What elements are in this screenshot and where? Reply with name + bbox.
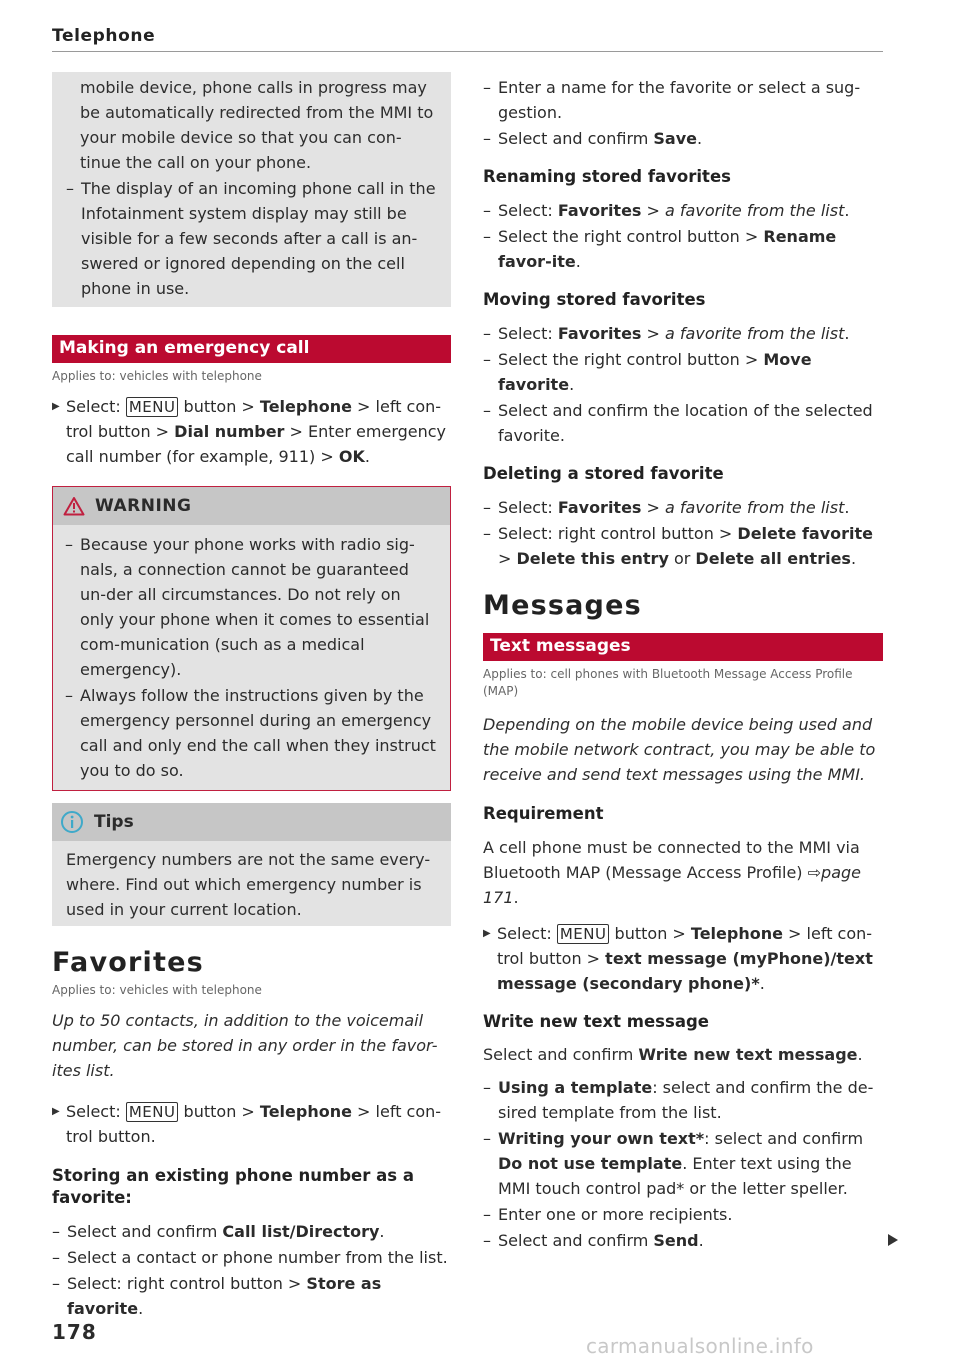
favorites-intro: Up to 50 contacts, in addition to the voicemail number, can be stored in any order in the favor-ites list.: [52, 1011, 438, 1080]
write-message-heading: Write new text message: [483, 1012, 709, 1031]
instruction-step: ▶ Select: MENU button > Telephone > left con-trol button.: [52, 1099, 451, 1149]
emergency-section: [52, 335, 451, 469]
write-step: – Writing your own text*: select and confirm Do not use template. Enter text using the MMI touch control pad* or the letter speller.: [483, 1129, 864, 1198]
applies-to: Applies to: vehicles with telephone: [52, 983, 262, 997]
storing-heading: Storing an existing phone number as a favorite:: [52, 1166, 414, 1207]
write-message-text: Select and confirm Write new text message.: [483, 1045, 863, 1064]
write-step: – Enter one or more recipients.: [483, 1205, 733, 1224]
applies-to: Applies to: vehicles with telephone: [52, 369, 262, 383]
menu-key-label: MENU: [557, 924, 610, 944]
storing-step: – Select and confirm Call list/Directory.: [52, 1222, 385, 1241]
storing-step: – Select a contact or phone number from the list.: [52, 1248, 448, 1267]
page-header: [52, 26, 883, 52]
warning-box: [52, 486, 451, 791]
emergency-heading: Making an emergency call: [52, 335, 451, 363]
instruction-step: ▶ Select: MENU button > Telephone > left con-trol button > Dial number > Enter emergency call number (for example, 911) > OK.: [52, 394, 451, 469]
info-icon: [60, 810, 84, 834]
chapter-title: Telephone: [52, 26, 156, 46]
right-column: [483, 72, 883, 1253]
renaming-heading: Renaming stored favorites: [483, 167, 731, 186]
step-arrow-icon: ▶: [52, 1106, 60, 1117]
storing-step: – Select: right control button > Store as favorite.: [52, 1274, 382, 1318]
tips-title: Tips: [94, 812, 134, 832]
moving-step: – Select the right control button > Move favorite.: [483, 350, 812, 394]
menu-key-label: MENU: [126, 1102, 179, 1122]
page-number: 178: [52, 1320, 97, 1344]
tips-body: [52, 841, 451, 926]
write-step: – Using a template: select and confirm the de-sired template from the list.: [483, 1078, 874, 1122]
moving-heading: Moving stored favorites: [483, 290, 706, 309]
moving-step: – Select and confirm the location of the selected favorite.: [483, 401, 873, 445]
warning-triangle-icon: [63, 496, 85, 516]
write-step: – Select and confirm Send.: [483, 1231, 704, 1250]
tips-text: Emergency numbers are not the same every-where. Find out which emergency number is used in your current location.: [66, 850, 431, 919]
left-column: [52, 72, 451, 1321]
storing-step: – Enter a name for the favorite or select a sug-gestion.: [483, 78, 861, 122]
requirement-text: A cell phone must be connected to the MMI via Bluetooth MAP (Message Access Profile) ⇨page 171.: [483, 838, 862, 907]
tips-header: [52, 803, 451, 841]
watermark: carmanualsonline.info: [586, 1334, 814, 1358]
deleting-step: – Select: Favorites > a favorite from the list.: [483, 498, 850, 517]
warning-body: [53, 525, 450, 790]
instruction-step: ▶ Select: MENU button > Telephone > left con-trol button > text message (myPhone)/text message (secondary phone)*.: [483, 921, 883, 996]
applies-to: Applies to: cell phones with Bluetooth Message Access Profile (MAP): [483, 667, 853, 698]
tips-box: [52, 803, 451, 926]
messages-title: Messages: [483, 590, 642, 621]
page-reference-link[interactable]: ⇨page 171: [483, 863, 862, 907]
favorites-title: Favorites: [52, 947, 204, 978]
step-arrow-icon: ▶: [52, 401, 60, 412]
deleting-step: – Select: right control button > Delete favorite > Delete this entry or Delete all entries.: [483, 524, 874, 568]
text-messages-heading: Text messages: [483, 633, 883, 661]
step-arrow-icon: ▶: [483, 928, 491, 939]
messages-intro: Depending on the mobile device being used and the mobile network contract, you may be able to receive and send text messages using the MMI.: [483, 715, 876, 784]
renaming-step: – Select the right control button > Rename favor-ite.: [483, 227, 837, 271]
requirement-heading: Requirement: [483, 804, 604, 823]
deleting-heading: Deleting a stored favorite: [483, 464, 724, 483]
renaming-step: – Select: Favorites > a favorite from the list.: [483, 201, 850, 220]
menu-key-label: MENU: [126, 397, 179, 417]
moving-step: – Select: Favorites > a favorite from the list.: [483, 324, 850, 343]
favorites-section: [52, 946, 451, 1321]
warning-title: WARNING: [95, 496, 192, 516]
note-continuation-text: mobile device, phone calls in progress may be automatically redirected from the MMI to your mobile device so that you can con-tinue the call on your phone.: [80, 78, 434, 172]
warning-item: – Because your phone works with radio sig-nals, a connection cannot be guaranteed un-der all circumstances. Do not rely on only your phone when it comes to essential com-munication (such as a medical emergency).: [65, 535, 430, 679]
warning-item: – Always follow the instructions given by the emergency personnel during an emergency call and only end the call when they instruct you to do so.: [65, 686, 436, 780]
note-continuation-box: [52, 72, 451, 307]
warning-header: [53, 487, 450, 525]
note-list-item: – The display of an incoming phone call in the Infotainment system display may still be visible for a few seconds after a call is an-swered or ignored depending on the cell phone in use.: [66, 179, 436, 298]
storing-step: – Select and confirm Save.: [483, 129, 703, 148]
continue-arrow-icon: [886, 1232, 900, 1248]
